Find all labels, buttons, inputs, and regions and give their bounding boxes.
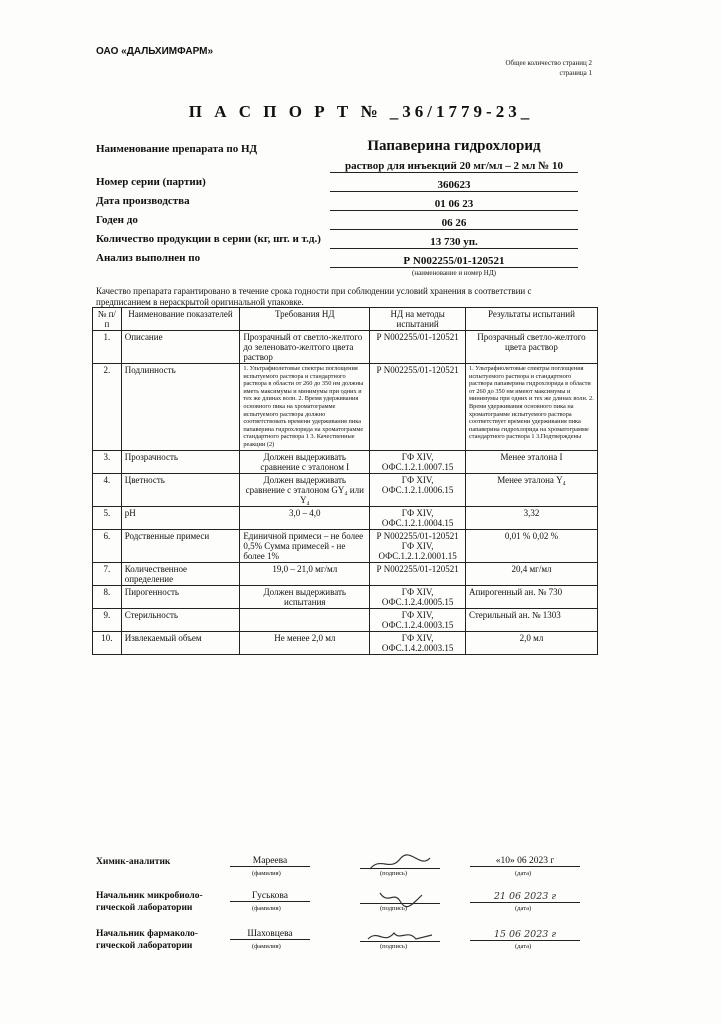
page-info [506, 58, 593, 78]
series-value: 360623 [330, 179, 578, 192]
row-name: Прозрачность [121, 450, 240, 473]
row-method: ГФ XIV, ОФС.1.2.1.0004.15 [370, 506, 466, 529]
row-name: pH [121, 506, 240, 529]
row-result: 0,01 % 0,02 % [465, 529, 597, 562]
table-row [93, 364, 598, 451]
row-name: Подлинность [121, 364, 240, 451]
row-name: Пирогенность [121, 585, 240, 608]
row-result: 2,0 мл [465, 631, 597, 654]
row-requirement: Не менее 2,0 мл [240, 631, 370, 654]
caption-signature: (подпись) [380, 905, 407, 912]
row-requirement: 3,0 – 4,0 [240, 506, 370, 529]
table-row [93, 450, 598, 473]
row-result: Апирогенный ан. № 730 [465, 585, 597, 608]
header-result: Результаты испытаний [465, 308, 597, 331]
row-number: 6. [93, 529, 122, 562]
quality-statement: Качество препарата гарантировано в течение срока годности при соблюдении условий хранения в соответствии с предписанием в нераскрытой оригинальной упаковке. [96, 286, 532, 307]
analysis-label: Анализ выполнен по [96, 252, 201, 264]
row-requirement: Должен выдерживать сравнение с эталоном I [240, 450, 370, 473]
row-name: Цветность [121, 473, 240, 506]
analysis-note: (наименование и номер НД) [412, 269, 496, 277]
table-row [93, 331, 598, 364]
table-row [93, 585, 598, 608]
quantity-label: Количество продукции в серии (кг, шт. и т.д.) [96, 233, 321, 245]
row-requirement: Единичной примеси – не более 0,5% Сумма примесей - не более 1% [240, 529, 370, 562]
signature-line [360, 854, 440, 869]
sig-date-chemist: «10» 06 2023 г [470, 856, 580, 867]
sig-name-microbio: Гуськова [230, 891, 310, 902]
header-req: Требования НД [240, 308, 370, 331]
caption-surname: (фамилия) [252, 870, 281, 877]
row-requirement: Должен выдерживать сравнение с эталоном GY₄ или Y₄ [240, 473, 370, 506]
row-result: 20,4 мг/мл [465, 562, 597, 585]
row-number: 3. [93, 450, 122, 473]
row-result: Менее эталона I [465, 450, 597, 473]
sig-date-microbio: 21 06 2023 г [470, 891, 580, 903]
drug-form: раствор для инъекций 20 мг/мл – 2 мл № 10 [330, 160, 578, 173]
sig-role-pharm: Начальник фармаколо-гической лаборатории [96, 929, 198, 951]
row-method: ГФ XIV, ОФС.1.2.1.0006.15 [370, 473, 466, 506]
row-method: ГФ XIV, ОФС.1.4.2.0003.15 [370, 631, 466, 654]
row-requirement: Прозрачный от светло-желтого до зеленовато-желтого цвета раствор [240, 331, 370, 364]
row-method: Р N002255/01-120521 [370, 562, 466, 585]
row-number: 4. [93, 473, 122, 506]
sig-name-chemist: Мареева [230, 856, 310, 867]
caption-date: (дата) [515, 870, 532, 877]
expiry-value: 06 26 [330, 217, 578, 230]
company-name: ОАО «ДАЛЬХИМФАРМ» [96, 46, 214, 57]
prod-date-label: Дата производства [96, 195, 190, 207]
table-row [93, 608, 598, 631]
header-name: Наименование показателей [121, 308, 240, 331]
row-number: 7. [93, 562, 122, 585]
expiry-label: Годен до [96, 214, 138, 226]
caption-date: (дата) [515, 905, 532, 912]
caption-signature: (подпись) [380, 943, 407, 950]
total-pages: Общее количество страниц 2 [505, 59, 592, 67]
table-row [93, 506, 598, 529]
row-result: Прозрачный светло-желтого цвета раствор [465, 331, 597, 364]
table-row [93, 529, 598, 562]
sig-date-pharm: 15 06 2023 г [470, 929, 580, 941]
row-requirement [240, 608, 370, 631]
row-result: 3,32 [465, 506, 597, 529]
row-method: Р N002255/01-120521 ГФ XIV, ОФС.1.2.1.2.0001.15 [370, 529, 466, 562]
document-title: П А С П О Р Т № _36/1779-23_ [188, 102, 534, 121]
row-result: Стерильный ан. № 1303 [465, 608, 597, 631]
header-method: НД на методы испытаний [370, 308, 466, 331]
page-number: страница 1 [559, 69, 592, 77]
row-result: 1. Ультрафиолетовые спектры поглощения испытуемого раствора и стандартного раствора папаверина гидрохлорида в области от 260 до 350 нм имеют максимумы и минимумы при одних и тех же длинах волн. 2. Время удерживания основного пика на хроматограмме испытуемого раствора соответствует времени удерживания пика папаверина гидрохлорида на хроматограмме стандартного раствора 1 3.Подтверждены [465, 364, 597, 451]
row-number: 2. [93, 364, 122, 451]
analysis-value: Р N002255/01-120521 [330, 255, 578, 268]
signature-line [360, 927, 440, 942]
row-number: 9. [93, 608, 122, 631]
header-num: № п/п [93, 308, 122, 331]
row-number: 5. [93, 506, 122, 529]
results-table [92, 307, 598, 655]
row-number: 8. [93, 585, 122, 608]
row-method: Р N002255/01-120521 [370, 331, 466, 364]
table-header [93, 308, 598, 331]
sig-role-microbio: Начальник микробиоло-гической лаборатории [96, 891, 203, 913]
caption-signature: (подпись) [380, 870, 407, 877]
caption-surname: (фамилия) [252, 905, 281, 912]
prod-date-value: 01 06 23 [330, 198, 578, 211]
row-requirement: 1. Ультрафиолетовые спектры поглощения испытуемого раствора и стандартного раствора в области от 260 до 350 нм должны иметь максимумы и минимумы при одних и тех же длинах волн. 2. Время удерживания основного пика на хроматограмме испытуемого раствора должно соответствовать времени удерживания пика папаверина гидрохлорида на хроматограмме стандартного раствора 1 3. Качественные реакции (2) [240, 364, 370, 451]
row-requirement: Должен выдерживать испытания [240, 585, 370, 608]
table-row [93, 562, 598, 585]
drug-label: Наименование препарата по НД [96, 143, 258, 155]
row-name: Описание [121, 331, 240, 364]
row-method: ГФ XIV, ОФС.1.2.4.0005.15 [370, 585, 466, 608]
table-row [93, 473, 598, 506]
signature-line [360, 889, 440, 904]
row-method: Р N002255/01-120521 [370, 364, 466, 451]
row-name: Стерильность [121, 608, 240, 631]
row-name: Извлекаемый объем [121, 631, 240, 654]
row-requirement: 19,0 – 21,0 мг/мл [240, 562, 370, 585]
series-label: Номер серии (партии) [96, 176, 206, 188]
sig-name-pharm: Шаховцева [230, 929, 310, 940]
row-number: 1. [93, 331, 122, 364]
drug-name: Папаверина гидрохлорид [367, 138, 541, 154]
sig-role-chemist: Химик-аналитик [96, 857, 171, 867]
quantity-value: 13 730 уп. [330, 236, 578, 249]
row-number: 10. [93, 631, 122, 654]
row-name: Количественное определение [121, 562, 240, 585]
row-result: Менее эталона Y₄ [465, 473, 597, 506]
row-method: ГФ XIV, ОФС.1.2.1.0007.15 [370, 450, 466, 473]
table-row [93, 631, 598, 654]
row-method: ГФ XIV, ОФС.1.2.4.0003.15 [370, 608, 466, 631]
caption-surname: (фамилия) [252, 943, 281, 950]
row-name: Родственные примеси [121, 529, 240, 562]
caption-date: (дата) [515, 943, 532, 950]
